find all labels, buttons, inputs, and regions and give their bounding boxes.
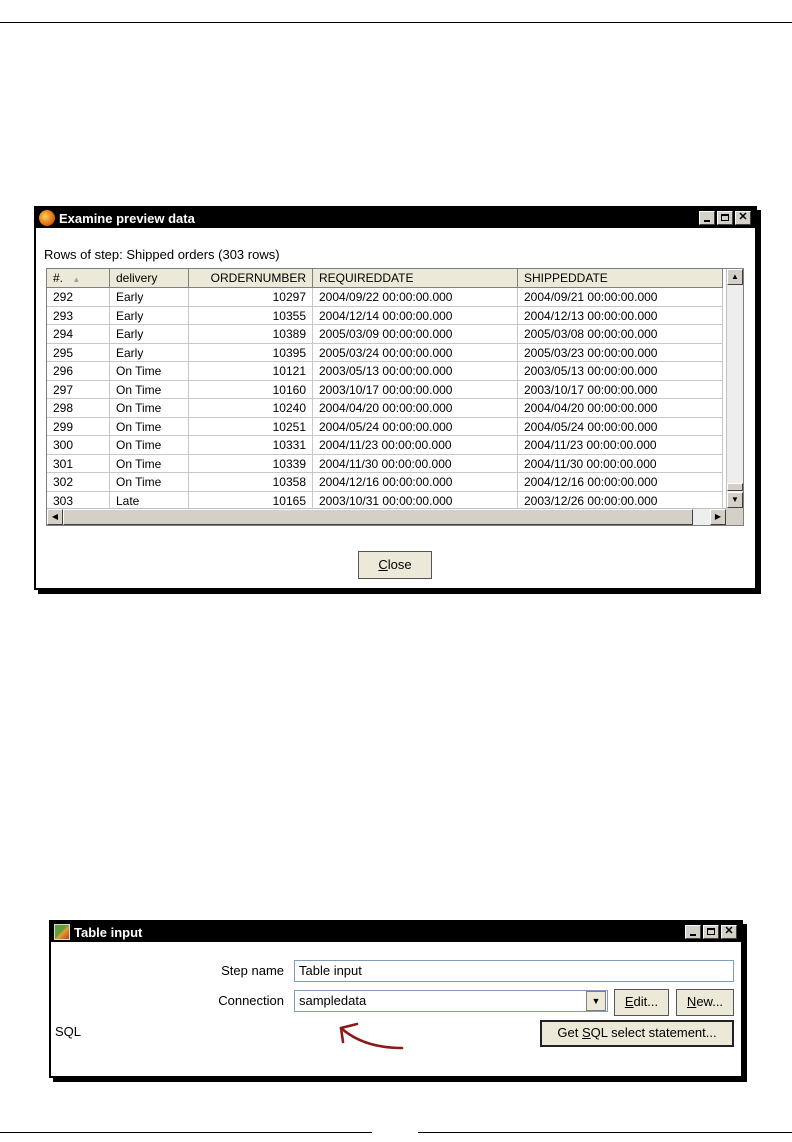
scroll-down-icon[interactable]: ▼ [727, 492, 743, 508]
shippeddate-cell: 2005/03/23 00:00:00.000 [518, 344, 723, 363]
requireddate-cell: 2004/05/24 00:00:00.000 [313, 418, 518, 437]
column-header-row-number[interactable]: #. ▲ [47, 269, 110, 288]
ordernumber-cell: 10358 [189, 473, 313, 492]
examine-preview-window [34, 206, 757, 590]
requireddate-cell: 2003/10/31 00:00:00.000 [313, 492, 518, 511]
page-bottom-rule-right [418, 1132, 792, 1133]
delivery-cell: On Time [110, 399, 189, 418]
page-top-rule [0, 22, 792, 23]
ordernumber-cell: 10331 [189, 436, 313, 455]
ordernumber-cell: 10389 [189, 325, 313, 344]
preview-window-title: Examine preview data [59, 210, 195, 226]
delivery-cell: On Time [110, 362, 189, 381]
table-row[interactable] [47, 362, 723, 381]
maximize-button[interactable] [717, 211, 733, 225]
requireddate-cell: 2005/03/24 00:00:00.000 [313, 344, 518, 363]
table-row[interactable] [47, 399, 723, 418]
ordernumber-cell: 10251 [189, 418, 313, 437]
delivery-cell: On Time [110, 455, 189, 474]
get-sql-select-statement-button[interactable]: Get SQL select statement... [540, 1020, 734, 1047]
ordernumber-cell: 10240 [189, 399, 313, 418]
row-number-cell: 302 [47, 473, 110, 492]
table-row[interactable] [47, 344, 723, 363]
table-input-titlebar [51, 922, 741, 942]
requireddate-cell: 2004/12/16 00:00:00.000 [313, 473, 518, 492]
column-header-shippeddate[interactable]: SHIPPEDDATE [518, 269, 723, 288]
shippeddate-cell: 2003/10/17 00:00:00.000 [518, 381, 723, 400]
table-row[interactable] [47, 473, 723, 492]
row-number-cell: 298 [47, 399, 110, 418]
delivery-cell: On Time [110, 418, 189, 437]
column-header-delivery[interactable]: delivery [110, 269, 189, 288]
column-header-requireddate[interactable]: REQUIREDDATE [313, 269, 518, 288]
close-window-button[interactable]: ✕ [735, 211, 751, 225]
ordernumber-cell: 10160 [189, 381, 313, 400]
close-button[interactable]: Close [358, 551, 432, 579]
ordernumber-cell: 10395 [189, 344, 313, 363]
delivery-cell: Early [110, 288, 189, 307]
shippeddate-cell: 2004/05/24 00:00:00.000 [518, 418, 723, 437]
table-row[interactable] [47, 381, 723, 400]
shippeddate-cell: 2004/11/23 00:00:00.000 [518, 436, 723, 455]
minimize-button[interactable] [685, 925, 701, 939]
preview-titlebar [36, 208, 755, 228]
delivery-cell: On Time [110, 436, 189, 455]
edit-connection-button[interactable]: Edit... [614, 989, 669, 1016]
row-number-cell: 293 [47, 307, 110, 326]
close-window-button[interactable]: ✕ [721, 925, 737, 939]
sql-label: SQL [55, 1024, 82, 1039]
table-input-window [49, 920, 743, 1078]
step-name-input[interactable]: Table input [294, 960, 734, 982]
requireddate-cell: 2004/12/14 00:00:00.000 [313, 307, 518, 326]
requireddate-cell: 2004/09/22 00:00:00.000 [313, 288, 518, 307]
requireddate-cell: 2003/05/13 00:00:00.000 [313, 362, 518, 381]
vertical-scrollbar[interactable] [726, 269, 743, 508]
preview-data-table[interactable] [46, 268, 744, 526]
requireddate-cell: 2004/11/23 00:00:00.000 [313, 436, 518, 455]
delivery-cell: Early [110, 307, 189, 326]
table-input-window-title: Table input [74, 924, 143, 940]
minimize-button[interactable] [699, 211, 715, 225]
annotation-arrow-icon [327, 1014, 413, 1054]
row-number-cell: 296 [47, 362, 110, 381]
scroll-left-icon[interactable]: ◀ [47, 509, 63, 525]
step-name-label: Step name [221, 963, 284, 978]
row-number-cell: 292 [47, 288, 110, 307]
horizontal-scrollbar[interactable] [47, 508, 726, 525]
row-number-cell: 301 [47, 455, 110, 474]
row-number-cell: 300 [47, 436, 110, 455]
ordernumber-cell: 10297 [189, 288, 313, 307]
delivery-cell: Late [110, 492, 189, 511]
connection-label: Connection [218, 993, 284, 1008]
page-bottom-rule-left [0, 1132, 372, 1133]
column-header-ordernumber[interactable]: ORDERNUMBER [189, 269, 313, 288]
kettle-icon [39, 210, 55, 226]
table-row[interactable] [47, 455, 723, 474]
connection-select[interactable]: sampledata [294, 990, 608, 1012]
requireddate-cell: 2003/10/17 00:00:00.000 [313, 381, 518, 400]
shippeddate-cell: 2003/05/13 00:00:00.000 [518, 362, 723, 381]
table-row[interactable] [47, 307, 723, 326]
requireddate-cell: 2005/03/09 00:00:00.000 [313, 325, 518, 344]
row-number-cell: 299 [47, 418, 110, 437]
ordernumber-cell: 10121 [189, 362, 313, 381]
row-number-cell: 294 [47, 325, 110, 344]
table-row[interactable] [47, 325, 723, 344]
shippeddate-cell: 2004/12/13 00:00:00.000 [518, 307, 723, 326]
shippeddate-cell: 2005/03/08 00:00:00.000 [518, 325, 723, 344]
vertical-scroll-thumb[interactable] [727, 483, 743, 491]
table-body [47, 288, 723, 510]
requireddate-cell: 2004/04/20 00:00:00.000 [313, 399, 518, 418]
requireddate-cell: 2004/11/30 00:00:00.000 [313, 455, 518, 474]
scroll-right-icon[interactable]: ▶ [710, 509, 726, 525]
table-row[interactable] [47, 418, 723, 437]
ordernumber-cell: 10165 [189, 492, 313, 511]
shippeddate-cell: 2004/12/16 00:00:00.000 [518, 473, 723, 492]
delivery-cell: Early [110, 325, 189, 344]
table-input-step-icon [54, 924, 70, 940]
ordernumber-cell: 10355 [189, 307, 313, 326]
chevron-down-icon[interactable]: ▼ [586, 991, 606, 1011]
table-row[interactable] [47, 288, 723, 307]
sort-ascending-icon: ▲ [72, 275, 81, 284]
delivery-cell: On Time [110, 381, 189, 400]
shippeddate-cell: 2003/12/26 00:00:00.000 [518, 492, 723, 511]
maximize-button[interactable] [703, 925, 719, 939]
table-header [47, 269, 723, 288]
shippeddate-cell: 2004/09/21 00:00:00.000 [518, 288, 723, 307]
rows-caption: Rows of step: Shipped orders (303 rows) [44, 247, 280, 262]
horizontal-scroll-thumb[interactable] [63, 509, 693, 525]
row-number-cell: 297 [47, 381, 110, 400]
table-row[interactable] [47, 436, 723, 455]
delivery-cell: On Time [110, 473, 189, 492]
shippeddate-cell: 2004/04/20 00:00:00.000 [518, 399, 723, 418]
ordernumber-cell: 10339 [189, 455, 313, 474]
scroll-up-icon[interactable]: ▲ [727, 269, 743, 285]
delivery-cell: Early [110, 344, 189, 363]
new-connection-button[interactable]: New... [676, 989, 734, 1016]
scrollbar-corner [726, 508, 743, 525]
shippeddate-cell: 2004/11/30 00:00:00.000 [518, 455, 723, 474]
row-number-cell: 303 [47, 492, 110, 511]
row-number-cell: 295 [47, 344, 110, 363]
